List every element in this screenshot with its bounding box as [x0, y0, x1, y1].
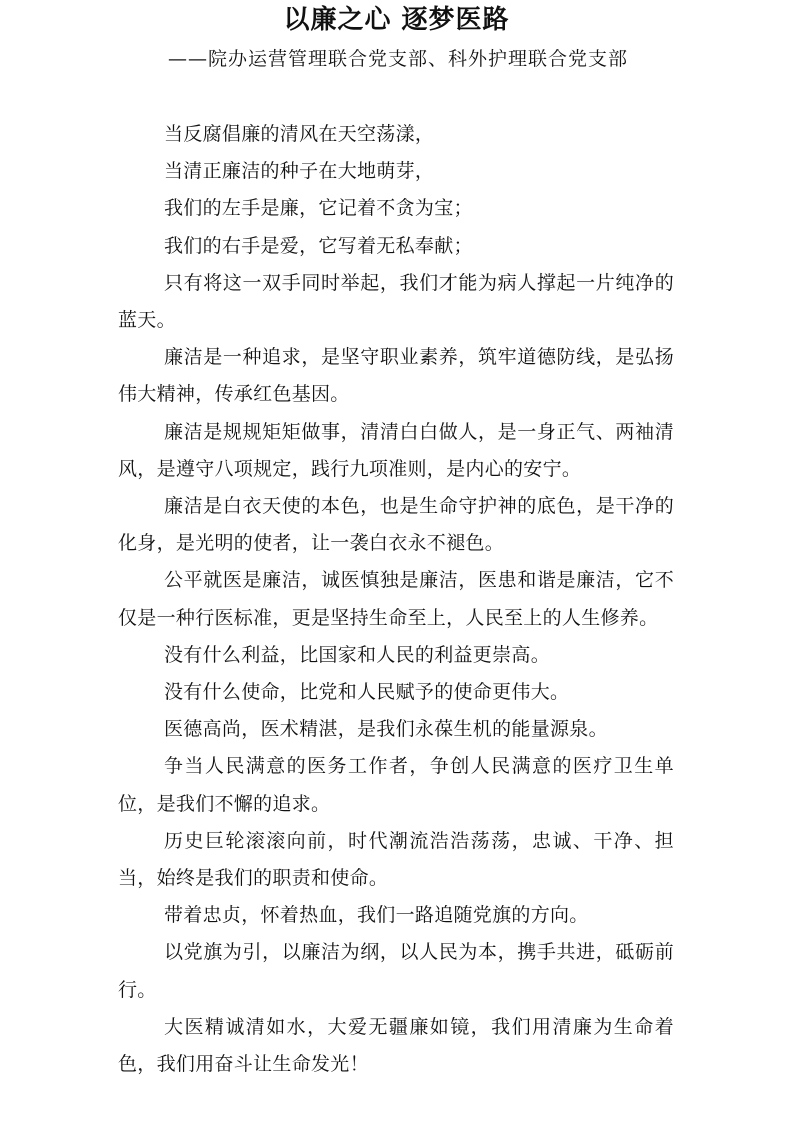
paragraph: 只有将这一双手同时举起，我们才能为病人撑起一片纯净的蓝天。	[118, 271, 674, 332]
paragraph: 廉洁是一种追求，是坚守职业素养，筑牢道德防线，是弘扬伟大精神，传承红色基因。	[118, 346, 674, 406]
poem-body	[118, 116, 674, 1083]
paragraph: 大医精诚清如水，大爱无疆廉如镜，我们用清廉为生命着色，我们用奋斗让生命发光！	[118, 1015, 674, 1076]
paragraph: 当清正廉洁的种子在大地萌芽，	[164, 160, 435, 183]
paragraph: 医德高尚，医术精湛，是我们永葆生机的能量源泉。	[164, 718, 608, 741]
paragraph: 带着忠贞，怀着热血，我们一路追随党旗的方向。	[164, 904, 589, 927]
paragraph: 历史巨轮滚滚向前，时代潮流浩浩荡荡，忠诚、干净、担当，始终是我们的职责和使命。	[118, 829, 674, 890]
paragraph: 我们的左手是廉，它记着不贪为宝；	[164, 197, 473, 220]
paragraph: 没有什么利益，比国家和人民的利益更崇高。	[164, 643, 551, 666]
paragraph: 公平就医是廉洁，诚医慎独是廉洁，医患和谐是廉洁，它不仅是一种行医标准，更是坚持生命至上，人民至上的人生修养。	[118, 569, 674, 629]
paragraph: 我们的右手是爱，它写着无私奉献；	[164, 234, 473, 257]
document-subtitle: ——院办运营管理联合党支部、科外护理联合党支部	[168, 48, 629, 70]
paragraph: 当反腐倡廉的清风在天空荡漾，	[164, 123, 435, 145]
paragraph: 廉洁是规规矩矩做事，清清白白做人，是一身正气、两袖清风，是遵守八项规定，践行九项准则，是内心的安宁。	[118, 420, 674, 480]
paragraph: 廉洁是白衣天使的本色，也是生命守护神的底色，是干净的化身，是光明的使者，让一袭白衣永不褪色。	[118, 495, 674, 555]
paragraph: 争当人民满意的医务工作者，争创人民满意的医疗卫生单位，是我们不懈的追求。	[118, 755, 674, 815]
document-title: 以廉之心 逐梦医路	[283, 5, 510, 35]
paragraph: 没有什么使命，比党和人民赋予的使命更伟大。	[164, 681, 570, 704]
paragraph: 以党旗为引，以廉洁为纲，以人民为本，携手共进，砥砺前行。	[118, 941, 674, 1001]
